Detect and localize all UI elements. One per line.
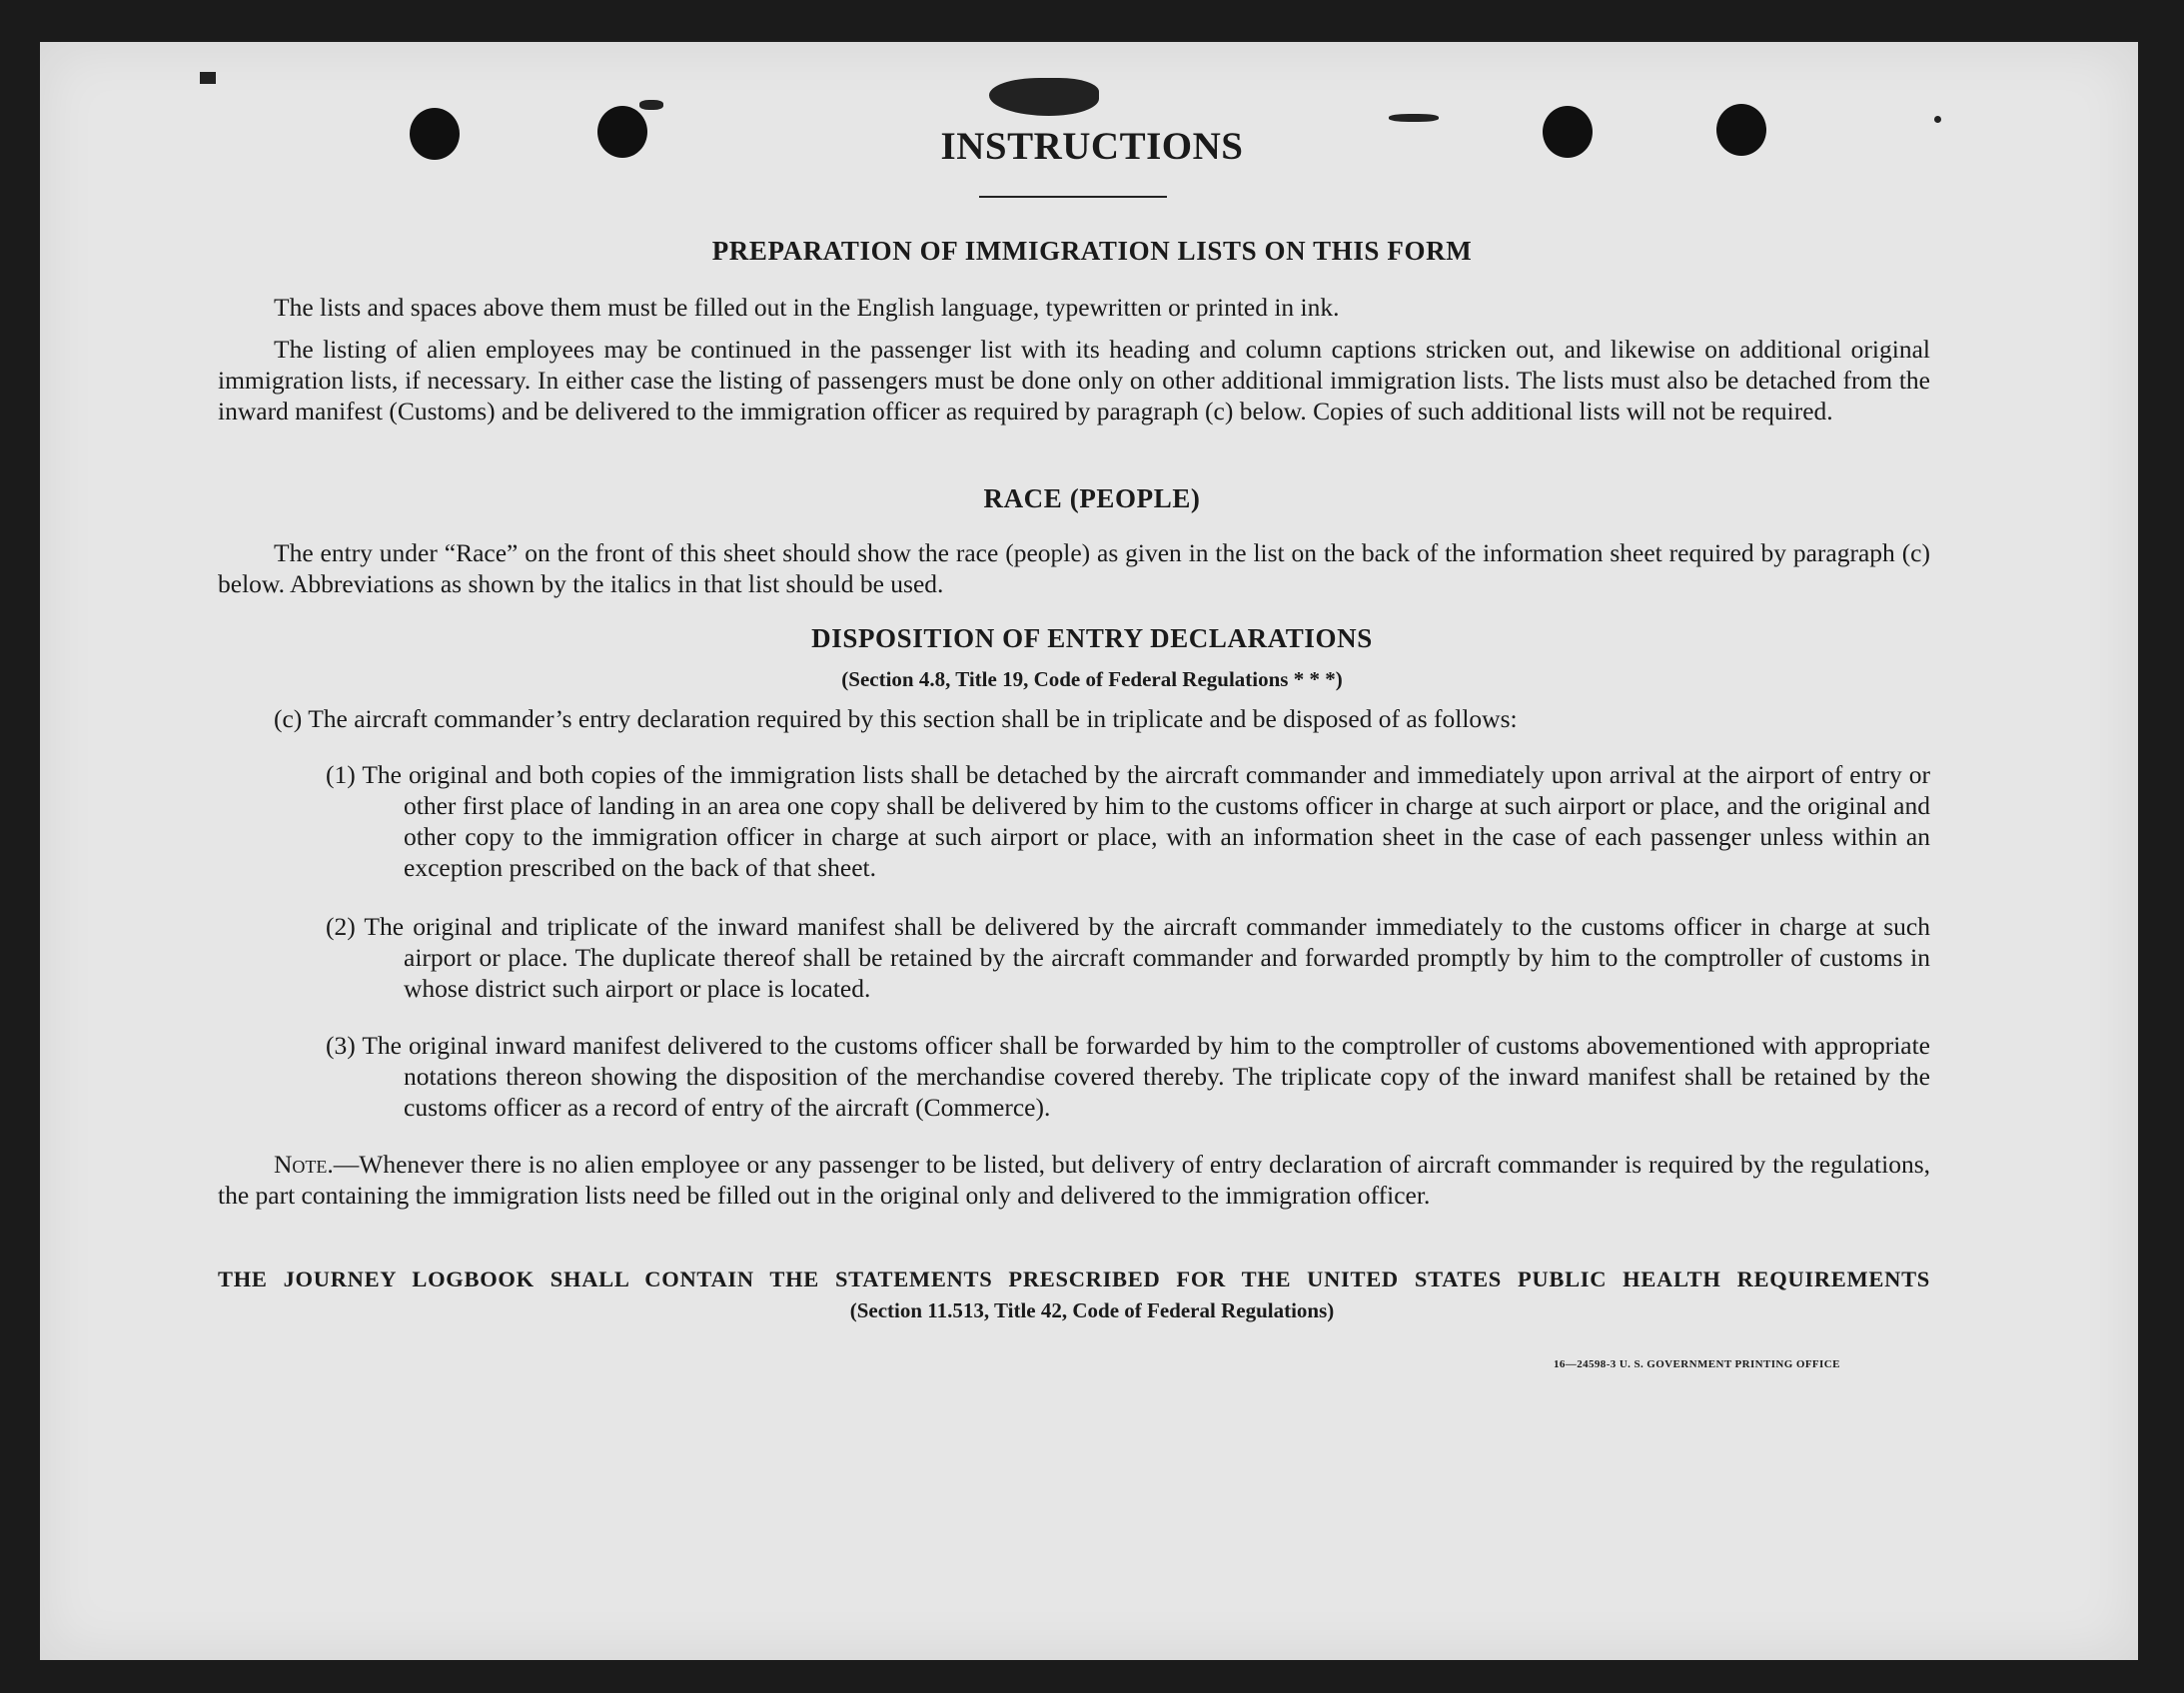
health-requirements-line: THE JOURNEY LOGBOOK SHALL CONTAIN THE STATEMENTS PRESCRIBED FOR THE UNITED STATES PUBLIC HEALTH REQUIREMENTS [218,1267,1930,1291]
heading-preparation: PREPARATION OF IMMIGRATION LISTS ON THIS FORM [711,236,1473,266]
disposition-item-2: (2) The original and triplicate of the inward manifest shall be delivered by the aircraft commander immediately to the customs officer in charge at such airport or place. The duplicate thereof shall be retained by the aircraft commander and forwarded promptly by him to the comptroller of customs in whose district such airport or place is located. [326,912,1930,1003]
printer-imprint: 16—24598-3 U. S. GOVERNMENT PRINTING OFFICE [1554,1358,1840,1370]
note-text: —Whenever there is no alien employee or any passenger to be listed, but delivery of entry declaration of aircraft commander is required by the regulations, the part containing the immigration lists need be filled out in the original only and delivered to the immigration officer. [218,1150,1930,1210]
disposition-item-3: (3) The original inward manifest delivered to the customs officer shall be forwarded by him to the comptroller of customs abovementioned with appropriate notations thereon showing the disposition of the merchandise covered thereby. The triplicate copy of the inward manifest shall be retained by the customs officer as a record of entry of the aircraft (Commerce). [326,1031,1930,1122]
title-underline [979,196,1167,198]
ink-speck [1934,116,1941,123]
heading-disposition: DISPOSITION OF ENTRY DECLARATIONS [811,623,1373,653]
disposition-item-1: (1) The original and both copies of the immigration lists shall be detached by the aircraft commander and immediately upon arrival at the airport of entry or other first place of landing in an area one copy shall be delivered by him to the customs officer in charge at such airport or place, and the original and other copy to the immigration officer in charge at such airport or place, with an information sheet in the case of each passenger unless within an exception prescribed on the back of that sheet. [326,760,1930,882]
ink-speck [639,100,663,110]
race-paragraph: The entry under “Race” on the front of this sheet should show the race (people) as given in the list on the back of the information sheet required by paragraph (c) below. Abbreviations as shown by the italics in that list should be used. [218,538,1930,598]
page-title: INSTRUCTIONS [940,125,1244,168]
heading-race: RACE (PEOPLE) [983,483,1201,513]
ink-speck [200,72,216,84]
health-citation: (Section 11.513, Title 42, Code of Federal Regulations) [849,1298,1335,1322]
ink-speck [1389,114,1439,122]
disposition-citation: (Section 4.8, Title 19, Code of Federal Regulations * * *) [841,667,1343,691]
note-label: Note. [274,1150,334,1179]
disposition-intro: (c) The aircraft commander’s entry declaration required by this section shall be in triplicate and be disposed of as follows: [274,704,1518,733]
preparation-paragraph-1: The lists and spaces above them must be filled out in the English language, typewritten or printed in ink. [274,293,1340,322]
note-paragraph [218,1149,1930,1211]
preparation-paragraph-2: The listing of alien employees may be continued in the passenger list with its heading and column captions stricken out, and likewise on additional original immigration lists, if necessary. In either case the listing of passengers must be done only on other additional immigration lists. The lists must also be detached from the inward manifest (Customs) and be delivered to the immigration officer as required by paragraph (c) below. Copies of such additional lists will not be required. [218,335,1930,425]
